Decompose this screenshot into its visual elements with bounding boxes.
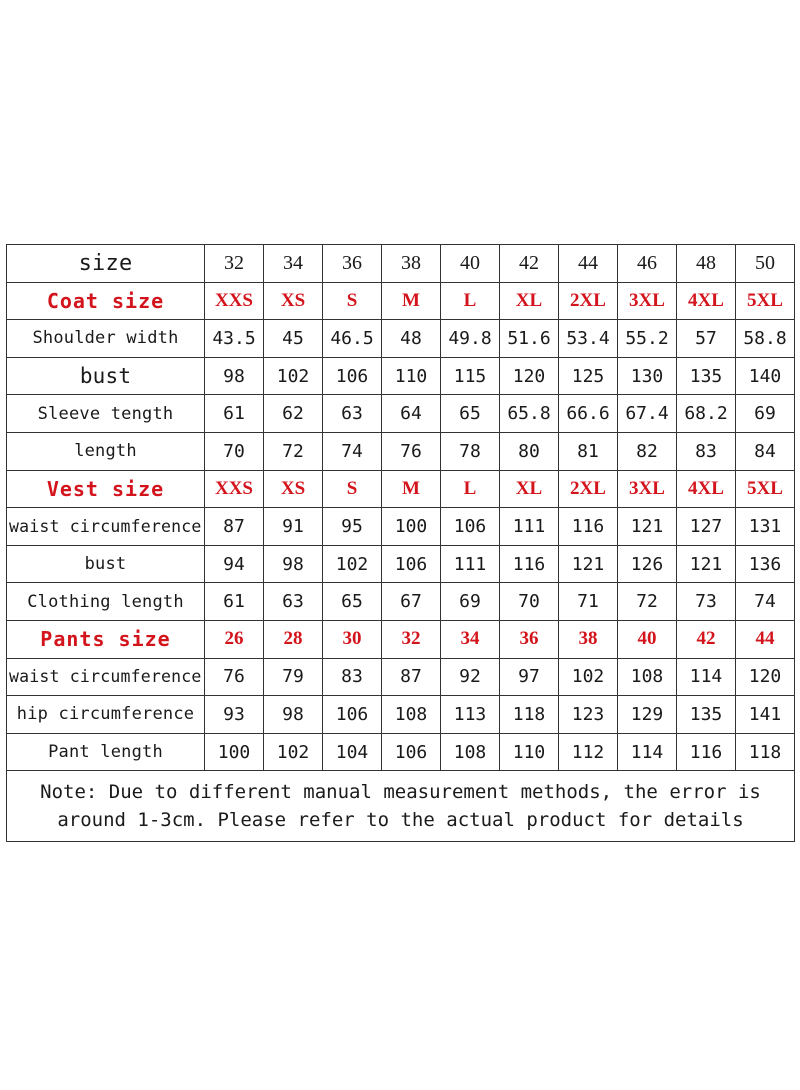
table-cell: 121 bbox=[559, 545, 618, 583]
table-cell: 65 bbox=[323, 583, 382, 621]
table-cell: 5XL bbox=[736, 282, 795, 320]
table-cell: 83 bbox=[323, 658, 382, 696]
coat-measure-row bbox=[7, 432, 795, 470]
table-cell: 140 bbox=[736, 357, 795, 395]
table-cell: 40 bbox=[618, 620, 677, 658]
table-cell: 87 bbox=[205, 508, 264, 546]
table-cell: S bbox=[323, 282, 382, 320]
table-cell: 116 bbox=[500, 545, 559, 583]
table-cell: 98 bbox=[264, 696, 323, 734]
table-cell: M bbox=[382, 282, 441, 320]
table-cell: 34 bbox=[441, 620, 500, 658]
table-cell: 67.4 bbox=[618, 395, 677, 433]
row-label: waist circumference bbox=[7, 658, 205, 696]
row-label: Clothing length bbox=[7, 583, 205, 621]
table-cell: 50 bbox=[736, 245, 795, 283]
table-cell: 110 bbox=[500, 733, 559, 771]
pants-size-row bbox=[7, 620, 795, 658]
coat-measure-row bbox=[7, 395, 795, 433]
pants-measure-row bbox=[7, 696, 795, 734]
table-cell: 2XL bbox=[559, 470, 618, 508]
table-cell: 32 bbox=[205, 245, 264, 283]
table-cell: 125 bbox=[559, 357, 618, 395]
table-cell: 43.5 bbox=[205, 320, 264, 358]
table-cell: 102 bbox=[559, 658, 618, 696]
pants-measure-row bbox=[7, 733, 795, 771]
table-cell: 2XL bbox=[559, 282, 618, 320]
size-chart-body bbox=[7, 245, 795, 842]
table-cell: 106 bbox=[323, 357, 382, 395]
table-cell: 5XL bbox=[736, 470, 795, 508]
table-cell: M bbox=[382, 470, 441, 508]
table-cell: 67 bbox=[382, 583, 441, 621]
table-cell: 113 bbox=[441, 696, 500, 734]
table-cell: 83 bbox=[677, 432, 736, 470]
table-cell: 98 bbox=[205, 357, 264, 395]
row-label: Pant length bbox=[7, 733, 205, 771]
table-cell: 112 bbox=[559, 733, 618, 771]
table-cell: 129 bbox=[618, 696, 677, 734]
table-cell: 102 bbox=[323, 545, 382, 583]
table-cell: XXS bbox=[205, 470, 264, 508]
table-cell: 65 bbox=[441, 395, 500, 433]
table-cell: 48 bbox=[677, 245, 736, 283]
table-cell: 38 bbox=[559, 620, 618, 658]
table-cell: XL bbox=[500, 282, 559, 320]
table-cell: 38 bbox=[382, 245, 441, 283]
table-cell: 97 bbox=[500, 658, 559, 696]
table-cell: 102 bbox=[264, 357, 323, 395]
table-cell: L bbox=[441, 470, 500, 508]
table-cell: 58.8 bbox=[736, 320, 795, 358]
table-cell: 81 bbox=[559, 432, 618, 470]
table-cell: 123 bbox=[559, 696, 618, 734]
table-cell: 68.2 bbox=[677, 395, 736, 433]
table-cell: 74 bbox=[323, 432, 382, 470]
table-cell: 72 bbox=[264, 432, 323, 470]
table-cell: 3XL bbox=[618, 470, 677, 508]
table-cell: 76 bbox=[382, 432, 441, 470]
table-cell: 84 bbox=[736, 432, 795, 470]
table-cell: 55.2 bbox=[618, 320, 677, 358]
table-cell: 72 bbox=[618, 583, 677, 621]
vest-measure-row bbox=[7, 583, 795, 621]
table-cell: 108 bbox=[618, 658, 677, 696]
pants-measure-row bbox=[7, 658, 795, 696]
table-cell: 106 bbox=[441, 508, 500, 546]
table-cell: 121 bbox=[618, 508, 677, 546]
table-cell: 87 bbox=[382, 658, 441, 696]
coat-measure-row bbox=[7, 320, 795, 358]
table-cell: 51.6 bbox=[500, 320, 559, 358]
table-cell: 118 bbox=[736, 733, 795, 771]
note-row bbox=[7, 771, 795, 842]
table-cell: 45 bbox=[264, 320, 323, 358]
table-cell: 44 bbox=[559, 245, 618, 283]
table-cell: 141 bbox=[736, 696, 795, 734]
table-cell: 26 bbox=[205, 620, 264, 658]
table-cell: 62 bbox=[264, 395, 323, 433]
table-cell: 102 bbox=[264, 733, 323, 771]
table-cell: 30 bbox=[323, 620, 382, 658]
table-cell: 36 bbox=[323, 245, 382, 283]
row-label: Shoulder width bbox=[7, 320, 205, 358]
table-cell: 46 bbox=[618, 245, 677, 283]
table-cell: 61 bbox=[205, 395, 264, 433]
row-label: size bbox=[7, 245, 205, 283]
row-label: bust bbox=[7, 357, 205, 395]
row-label: waist circumference bbox=[7, 508, 205, 546]
table-cell: 110 bbox=[382, 357, 441, 395]
table-cell: 116 bbox=[677, 733, 736, 771]
table-cell: 120 bbox=[736, 658, 795, 696]
table-cell: 78 bbox=[441, 432, 500, 470]
table-cell: 64 bbox=[382, 395, 441, 433]
table-cell: 69 bbox=[441, 583, 500, 621]
table-cell: 93 bbox=[205, 696, 264, 734]
table-cell: 95 bbox=[323, 508, 382, 546]
table-cell: XS bbox=[264, 470, 323, 508]
table-cell: 74 bbox=[736, 583, 795, 621]
table-cell: 3XL bbox=[618, 282, 677, 320]
table-cell: 94 bbox=[205, 545, 264, 583]
table-cell: 116 bbox=[559, 508, 618, 546]
table-cell: 48 bbox=[382, 320, 441, 358]
table-cell: 106 bbox=[323, 696, 382, 734]
row-label: hip circumference bbox=[7, 696, 205, 734]
table-cell: 44 bbox=[736, 620, 795, 658]
table-cell: 61 bbox=[205, 583, 264, 621]
table-cell: 80 bbox=[500, 432, 559, 470]
table-cell: 118 bbox=[500, 696, 559, 734]
table-cell: 71 bbox=[559, 583, 618, 621]
table-cell: 42 bbox=[677, 620, 736, 658]
table-cell: 114 bbox=[677, 658, 736, 696]
row-label: Pants size bbox=[7, 620, 205, 658]
table-cell: 126 bbox=[618, 545, 677, 583]
table-cell: 46.5 bbox=[323, 320, 382, 358]
table-cell: 98 bbox=[264, 545, 323, 583]
coat-size-row bbox=[7, 282, 795, 320]
table-cell: 36 bbox=[500, 620, 559, 658]
size-chart-table bbox=[6, 244, 795, 842]
table-cell: 63 bbox=[323, 395, 382, 433]
table-cell: 106 bbox=[382, 733, 441, 771]
table-cell: XL bbox=[500, 470, 559, 508]
table-cell: L bbox=[441, 282, 500, 320]
table-cell: 79 bbox=[264, 658, 323, 696]
table-cell: XS bbox=[264, 282, 323, 320]
table-cell: S bbox=[323, 470, 382, 508]
table-cell: 57 bbox=[677, 320, 736, 358]
coat-measure-row bbox=[7, 357, 795, 395]
table-cell: 100 bbox=[382, 508, 441, 546]
table-cell: 76 bbox=[205, 658, 264, 696]
table-cell: 104 bbox=[323, 733, 382, 771]
table-cell: 32 bbox=[382, 620, 441, 658]
table-cell: 92 bbox=[441, 658, 500, 696]
table-cell: 70 bbox=[205, 432, 264, 470]
table-cell: 49.8 bbox=[441, 320, 500, 358]
measurement-note: Note: Due to different manual measurement methods, the error is around 1-3cm. Please refer to the actual product for details bbox=[7, 771, 795, 842]
table-cell: 91 bbox=[264, 508, 323, 546]
table-cell: 114 bbox=[618, 733, 677, 771]
table-cell: 130 bbox=[618, 357, 677, 395]
table-cell: 136 bbox=[736, 545, 795, 583]
table-cell: 135 bbox=[677, 696, 736, 734]
table-cell: 4XL bbox=[677, 470, 736, 508]
table-cell: 111 bbox=[500, 508, 559, 546]
row-label: bust bbox=[7, 545, 205, 583]
vest-measure-row bbox=[7, 545, 795, 583]
table-cell: XXS bbox=[205, 282, 264, 320]
row-label: Vest size bbox=[7, 470, 205, 508]
table-cell: 120 bbox=[500, 357, 559, 395]
table-cell: 108 bbox=[382, 696, 441, 734]
size-header-row bbox=[7, 245, 795, 283]
table-cell: 66.6 bbox=[559, 395, 618, 433]
row-label: Coat size bbox=[7, 282, 205, 320]
table-cell: 115 bbox=[441, 357, 500, 395]
table-cell: 65.8 bbox=[500, 395, 559, 433]
table-cell: 82 bbox=[618, 432, 677, 470]
table-cell: 108 bbox=[441, 733, 500, 771]
table-cell: 63 bbox=[264, 583, 323, 621]
table-cell: 127 bbox=[677, 508, 736, 546]
table-cell: 131 bbox=[736, 508, 795, 546]
vest-measure-row bbox=[7, 508, 795, 546]
table-cell: 73 bbox=[677, 583, 736, 621]
table-cell: 53.4 bbox=[559, 320, 618, 358]
table-cell: 42 bbox=[500, 245, 559, 283]
table-cell: 40 bbox=[441, 245, 500, 283]
row-label: length bbox=[7, 432, 205, 470]
table-cell: 100 bbox=[205, 733, 264, 771]
table-cell: 34 bbox=[264, 245, 323, 283]
table-cell: 135 bbox=[677, 357, 736, 395]
table-cell: 106 bbox=[382, 545, 441, 583]
row-label: Sleeve tength bbox=[7, 395, 205, 433]
vest-size-row bbox=[7, 470, 795, 508]
table-cell: 111 bbox=[441, 545, 500, 583]
table-cell: 4XL bbox=[677, 282, 736, 320]
table-cell: 69 bbox=[736, 395, 795, 433]
table-cell: 121 bbox=[677, 545, 736, 583]
table-cell: 70 bbox=[500, 583, 559, 621]
table-cell: 28 bbox=[264, 620, 323, 658]
